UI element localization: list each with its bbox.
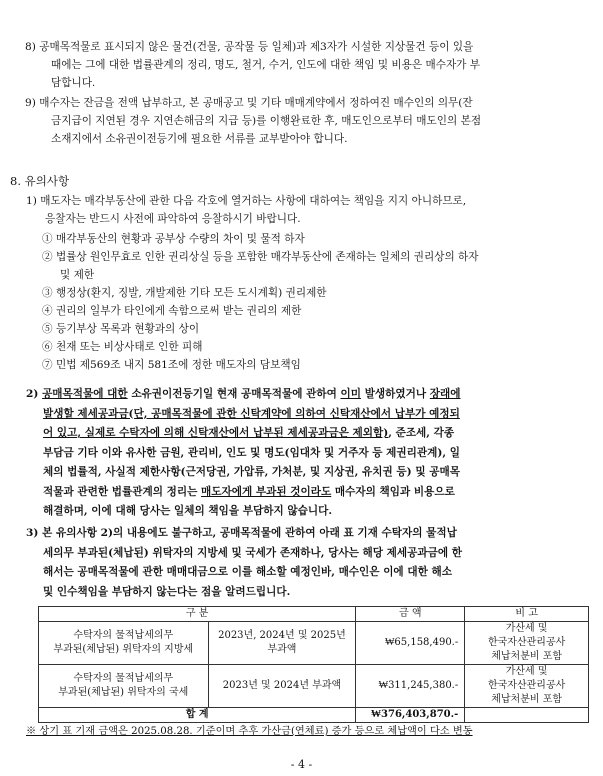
table-header-row — [39, 607, 589, 622]
total-label: 합 계 — [39, 708, 356, 723]
circled-text: 천재 또는 비상사태로 인한 피해 — [55, 341, 203, 353]
row-amount: ₩311,245,380.- — [356, 665, 465, 708]
circled-item — [42, 302, 479, 320]
total-note — [465, 708, 589, 723]
notice-1-line: 1) 매도자는 매각부동산에 관한 다음 각호에 열거하는 사항에 대하여는 책임을 지지 아니하므로, — [26, 195, 467, 207]
item-8-line: 담합니다. — [51, 77, 96, 89]
notice-2-line: 해결하며, 이에 대해 당사는 일체의 책임을 부담하지 않습니다. — [43, 505, 333, 517]
row-note-line: 체납처분비 포함 — [491, 694, 563, 705]
row-note-line: 가산세 및 — [505, 623, 548, 634]
notice-2-line: 체의 법률적, 사실적 제한사항(근저당권, 가압류, 가처분, 및 지상권, 유치권 등) 및 공매목 — [43, 466, 460, 478]
notice-3-line: 세의무 부과된(체납된) 위탁자의 지방세 및 국세가 존재하나, 당사는 해당 제세공과금에 한 — [43, 546, 462, 559]
notice-3-line: 3) 본 유의사항 2)의 내용에도 불구하고, 공매목적물에 관하여 아래 표 기재 수탁자의 물적납 — [26, 527, 457, 539]
circled-text: 및 제한 — [60, 269, 95, 281]
circled-text: 권리의 일부가 타인에게 속함으로써 받는 권리의 제한 — [55, 305, 302, 317]
circled-mark: ⑥ — [42, 341, 53, 353]
row-note — [465, 665, 589, 708]
page-number: - 4 - — [290, 758, 313, 771]
circled-mark: ⑤ — [42, 323, 53, 335]
notice-2-text: 매수자의 책임과 비용으로 — [331, 485, 455, 498]
table-header: 비 고 — [465, 607, 589, 622]
row-note-line: 가산세 및 — [505, 666, 548, 677]
circled-text: 행정상(환지, 징발, 개발제한 기타 모든 도시계획) 권리제한 — [55, 287, 327, 299]
total-amount: ₩376,403,870.- — [356, 708, 465, 723]
item-8-line: 8) 공매목적물로 표시되지 않은 물건(건물, 공작물 등 일체)과 제3자가 시설한 지상물건 등이 있을 — [25, 41, 474, 53]
table-row — [39, 622, 589, 665]
circled-item — [42, 248, 479, 266]
notice-2-text: 소유권이전등기일 현재 공매목적물에 관하여 — [127, 388, 341, 400]
circled-mark: ② — [42, 251, 53, 263]
table-total-row — [39, 708, 589, 723]
row-period-line: 부과액 — [267, 644, 297, 655]
notice-2-num: 2) — [26, 388, 43, 400]
table-header: 금 액 — [356, 607, 465, 622]
row-label-line: 부과된(체납된) 위탁자의 국세 — [58, 687, 189, 698]
circled-item — [42, 356, 479, 374]
row-label-line: 부과된(체납된) 위탁자의 지방세 — [53, 644, 194, 655]
circled-text: 법률상 원인무효로 인한 권리상실 등을 포함한 매각부동산에 존재하는 일체의 권리상의 하자 — [55, 251, 479, 263]
item-9-line: 금지급이 지연된 경우 지연손해금의 지급 등)를 이행완료한 후, 매도인으로부터 매도인의 본점 — [51, 115, 482, 127]
notice-2-line: 발생할 제세공과금(단, 공매목적물에 관한 신탁계약에 의하여 신탁재산에서 납부가 예정되 — [43, 407, 460, 420]
notice-2-text: 어 있고, 실제로 수탁자에 의해 신탁재산에서 납부된 제세공과금은 제외함) — [43, 427, 389, 439]
row-period-line: 2023년, 2024년 및 2025년 — [218, 630, 346, 641]
circled-item-continuation — [42, 266, 479, 284]
row-note-line: 한국자산관리공사 — [487, 680, 566, 691]
notice-2 — [26, 385, 460, 522]
row-label — [39, 622, 209, 665]
notice-2-text: 발생하였거나 — [361, 388, 430, 400]
circled-mark: ④ — [42, 305, 53, 317]
notice-3-line: 해서는 공매목적물에 관한 매매대금으로 이를 해소할 예정인바, 매수인은 이에 대한 해소 — [43, 566, 452, 578]
section-title: 8. 유의사항 — [10, 174, 70, 188]
notice-2-text: 적물과 관련한 법률관계의 정리는 — [43, 485, 202, 498]
notice-2-text: 매도자에게 부과된 것이라도 — [201, 485, 332, 498]
circled-text: 등기부상 목록과 현황과의 상이 — [55, 323, 200, 335]
notice-2-text: 이미 — [340, 388, 361, 400]
item-9-line: 소재지에서 소유권이전등기에 필요한 서류를 교부받아야 합니다. — [51, 133, 348, 145]
notice-3 — [26, 524, 462, 602]
tax-table — [38, 606, 589, 723]
notice-1-line: 응찰자는 반드시 사전에 파악하여 응찰하시기 바랍니다. — [45, 213, 301, 225]
row-label — [39, 665, 209, 708]
circled-mark: ① — [42, 233, 53, 245]
notice-2-line — [26, 483, 460, 503]
row-label-line: 수탁자의 물적납세의무 — [73, 673, 174, 684]
row-amount: ₩65,158,490.- — [356, 622, 465, 665]
notice-2-text: 장래에 — [429, 388, 461, 400]
notice-2-text: , 준조세, 각종 — [388, 427, 455, 439]
notice-2-text: 공매목적물에 대한 — [42, 388, 128, 400]
row-note — [465, 622, 589, 665]
row-period — [208, 622, 356, 665]
circled-item — [42, 230, 479, 248]
table-header: 구 분 — [39, 607, 356, 622]
notice-2-line: 부담금 기타 이와 유사한 금원, 관리비, 인도 및 명도(임대차 및 거주자 등 제권리관계), 일 — [43, 446, 460, 459]
row-label-line: 수탁자의 물적납세의무 — [73, 630, 174, 641]
circled-item — [42, 338, 479, 356]
item-8 — [25, 38, 480, 92]
row-period: 2023년 및 2024년 부과액 — [208, 665, 356, 708]
row-note-line: 한국자산관리공사 — [487, 637, 566, 648]
circled-mark: ⑦ — [42, 359, 53, 371]
circled-list — [42, 230, 479, 374]
notice-1 — [26, 192, 466, 228]
notice-2-line — [26, 385, 460, 405]
item-9-line: 9) 매수자는 잔금을 전액 납부하고, 본 공매공고 및 기타 매매계약에서 정하여진 매수인의 의무(잔 — [25, 97, 473, 109]
footnote: ※ 상기 표 기재 금액은 2025.08.28. 기준이며 추후 가산금(연체료) 증가 등으로 체납액이 다소 변동 — [26, 726, 473, 737]
circled-mark: ③ — [42, 287, 53, 299]
item-9 — [25, 94, 481, 148]
circled-text: 민법 제569조 내지 581조에 정한 매도자의 담보책임 — [55, 359, 301, 371]
notice-3-line: 및 인수책임을 부담하지 않는다는 점을 알려드립니다. — [43, 585, 291, 598]
table-row — [39, 665, 589, 708]
row-note-line: 체납처분비 포함 — [491, 651, 563, 662]
notice-2-line — [26, 424, 460, 444]
circled-item — [42, 284, 479, 302]
item-8-line: 때에는 그에 대한 법률관계의 정리, 명도, 철거, 수거, 인도에 대한 책임 및 비용은 매수자가 부 — [51, 59, 481, 71]
circled-text: 매각부동산의 현황과 공부상 수량의 차이 및 물적 하자 — [55, 233, 305, 245]
circled-item — [42, 320, 479, 338]
